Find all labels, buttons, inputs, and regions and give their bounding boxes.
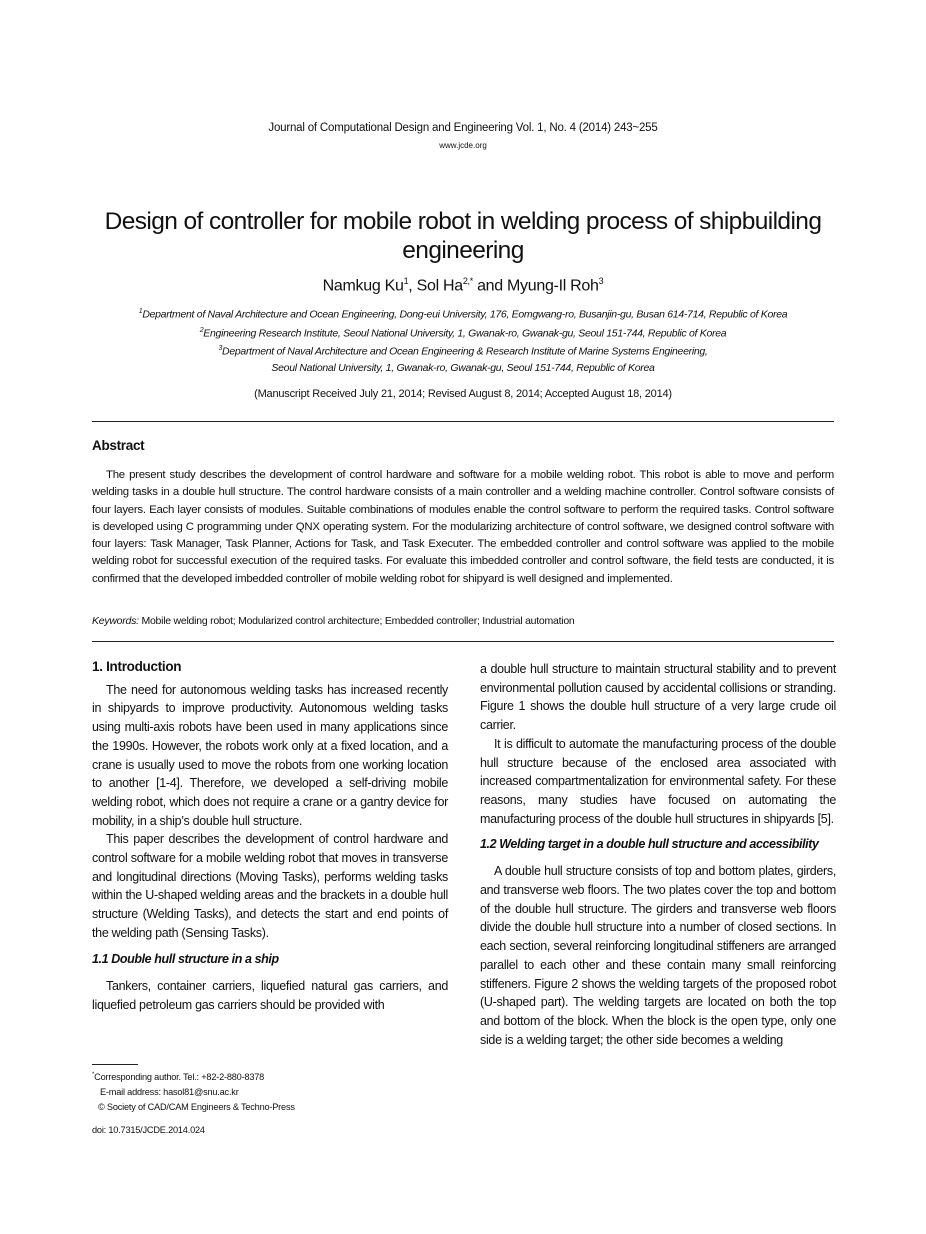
doi: doi: 10.7315/JCDE.2014.024: [92, 1125, 205, 1135]
journal-header: Journal of Computational Design and Engineering Vol. 1, No. 4 (2014) 243~255: [268, 122, 658, 134]
corresponding-author: [92, 1068, 448, 1085]
paragraph: a double hull structure to maintain structural stability and to prevent environmental pollution caused by accidental collisions or stranding. Figure 1 shows the double hull structure of a very large crude oil carrier.: [480, 662, 836, 733]
affiliation-text: Seoul National University, 1, Gwanak-ro, Gwanak-gu, Seoul 151-744, Republic of Korea: [271, 361, 655, 374]
paragraph: This paper describes the development of control hardware and control software for a mobile welding robot that moves in transverse and longitudinal directions (Moving Tasks), performs welding tasks within the U-shaped welding areas and the brackets in a double hull structure (Welding Tasks), and detects the start and end points of the welding path (Sensing Tasks).: [92, 832, 448, 940]
abstract-body: [92, 467, 834, 588]
author-name: Sol Ha: [416, 277, 463, 295]
author-mark: 1: [403, 276, 409, 286]
abstract-heading: Abstract: [92, 438, 145, 453]
journal-website: www.jcde.org: [439, 141, 487, 150]
divider-bottom: [92, 641, 834, 642]
author-separator: ,: [408, 277, 417, 295]
right-column: [480, 660, 836, 1049]
paragraph: It is difficult to automate the manufacturing process of the double hull structure because of the enclosed area associated with increased compartmentalization for environmental safety. For these reasons, many studies have focused on automating the manufacturing process of the double hull structures in shipyards [5].: [480, 736, 836, 826]
author-name: Namkug Ku: [322, 277, 404, 295]
affiliation-line: [60, 323, 866, 342]
subsection-heading: 1.2 Welding target in a double hull structure and accessibility: [480, 837, 819, 852]
footnote-rule: [92, 1064, 138, 1065]
section-heading: 1. Introduction: [92, 659, 182, 674]
affiliation-text: Department of Naval Architecture and Ocean Engineering & Research Institute of Marine Systems Engineering,: [222, 345, 708, 358]
affiliation-text: Department of Naval Architecture and Ocean Engineering, Dong-eui University, 176, Eomgwang-ro, Busanjin-gu, Busan 614-714, Republic of Korea: [142, 308, 788, 321]
keywords: [92, 615, 834, 627]
email-address: E-mail address: hasol81@snu.ac.kr: [100, 1086, 239, 1097]
author-mark: 3: [598, 276, 604, 286]
manuscript-dates: (Manuscript Received July 21, 2014; Revised August 8, 2014; Accepted August 18, 2014): [254, 388, 672, 400]
footnote-text: Corresponding author. Tel.: +82-2-880-8378: [94, 1072, 265, 1083]
affiliation-text: Engineering Research Institute, Seoul National University, 1, Gwanak-ro, Gwanak-gu, Seoul 151-744, Republic of Korea: [203, 327, 727, 339]
paragraph: The need for autonomous welding tasks has increased recently in shipyards to improve productivity. Autonomous welding tasks using multi-axis robots have been used in many applications since the 1990s. However, the robots work only at a fixed location, and a crane is usually used to move the robots from one working location to another [1-4]. Therefore, we developed a self-driving mobile welding robot, which does not require a crane or a gantry device for mobility, in a ship’s double hull structure.: [92, 682, 448, 828]
paragraph: A double hull structure consists of top and bottom plates, girders, and transverse web floors. The two plates cover the top and bottom of the double hull structure. The girders and transverse web floors divide the double hull structure into a number of closed sections. In each section, several reinforcing longitudinal stiffeners are arranged parallel to each other and these contain many small reinforcing stiffeners. Figure 2 shows the welding targets of the proposed robot (U-shaped part). The welding targets are located on both the top and bottom of the block. When the block is the open type, only one side is a welding target; the other side becomes a welding: [480, 864, 836, 1047]
footnote-mark: *: [92, 1072, 95, 1078]
copyright: © Society of CAD/CAM Engineers & Techno-Press: [98, 1101, 295, 1112]
affiliation-line: [60, 304, 866, 323]
author-mark: 2,*: [462, 276, 473, 286]
author-list: [0, 276, 926, 295]
affiliation-mark: 2: [199, 326, 204, 334]
divider-top: [92, 421, 834, 422]
author-name: Myung-Il Roh: [507, 277, 599, 295]
keywords-label: Keywords:: [92, 615, 139, 627]
paragraph: Tankers, container carriers, liquefied natural gas carriers, and liquefied petroleum gas carriers should be provided with: [92, 979, 448, 1012]
author-separator: and: [472, 277, 508, 295]
footnote: [92, 1068, 448, 1114]
affiliation-mark: 1: [138, 308, 143, 315]
abstract-text: The present study describes the development of control hardware and software for a mobile welding robot. This robot is able to move and perform welding tasks in a double hull structure. The control hardware consists of a main controller and a welding machine controller. Control software consists of four layers. Each layer consists of modules. Suitable combinations of modules enable the control software to perform the required tasks. Control software is developed using C programming under QNX operating system. For the modularizing architecture of control software, we designed control software with four layers: Task Manager, Task Planner, Actions for Task, and Task Executer. The embedded controller and control software was applied to the mobile welding robot for successful execution of the required tasks. For evaluate this imbedded controller and control software, the field tests are conducted, it is confirmed that the developed imbedded controller of mobile welding robot for shipyard is well designed and implemented.: [92, 469, 834, 585]
keywords-text: Mobile welding robot; Modularized control architecture; Embedded controller; Industrial automation: [138, 615, 575, 627]
affiliations: [60, 304, 866, 376]
paper-title: Design of controller for mobile robot in welding process of shipbuilding engineering: [104, 208, 822, 264]
affiliation-line: [60, 360, 866, 376]
affiliation-mark: 3: [218, 345, 223, 352]
subsection-heading: 1.1 Double hull structure in a ship: [92, 951, 279, 966]
affiliation-line: [60, 341, 866, 360]
left-column: [92, 658, 448, 1015]
